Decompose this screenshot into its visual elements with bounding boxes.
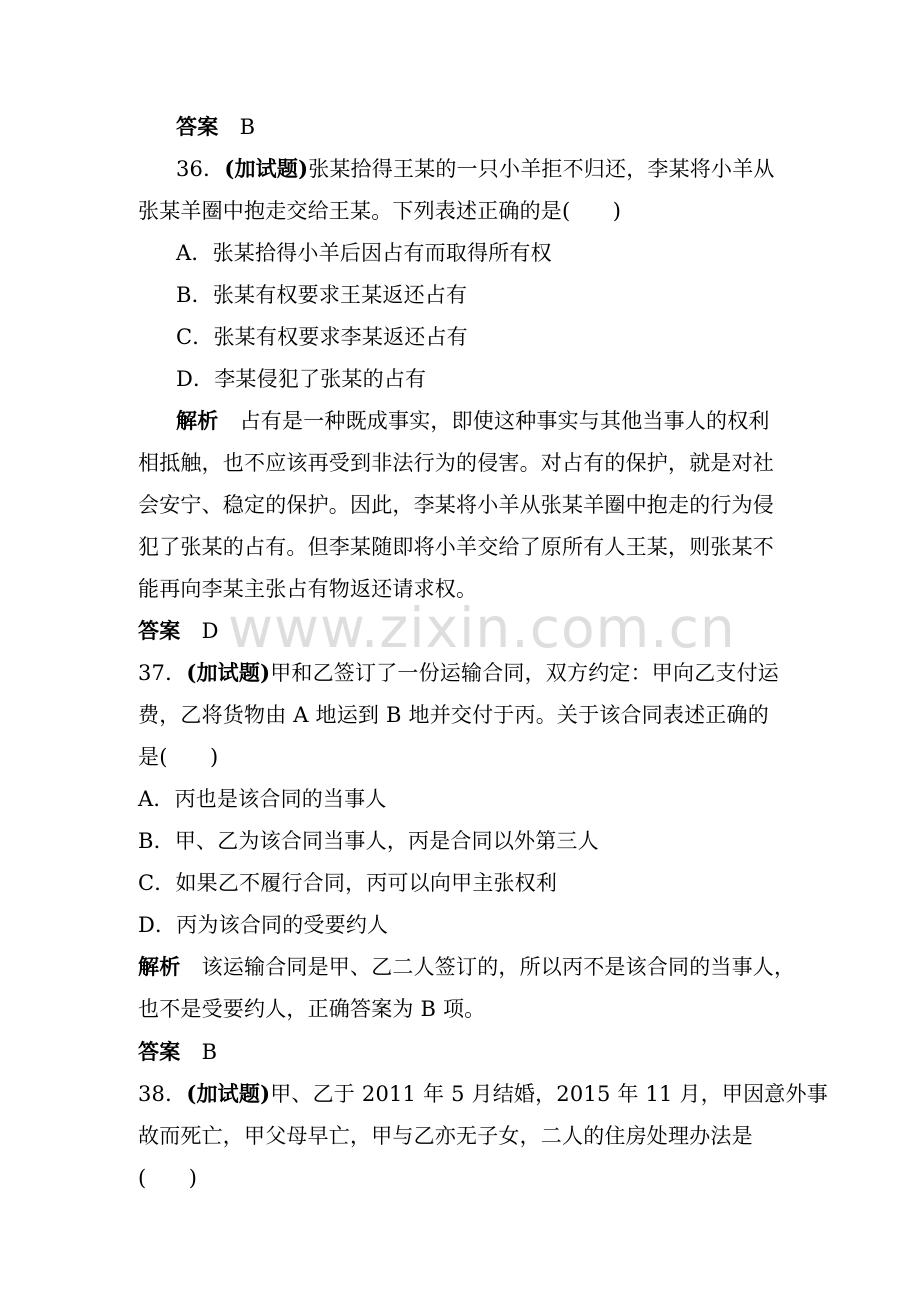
question-number: 38． xyxy=(138,1082,187,1106)
question-36-stem-cont: 张某羊圈中抱走交给王某。下列表述正确的是( ) xyxy=(138,199,622,223)
answer-value: B xyxy=(239,115,256,139)
option-d: D．李某侵犯了张某的占有 xyxy=(176,367,427,391)
option-a: A．张某拾得小羊后因占有而取得所有权 xyxy=(176,241,552,265)
option-b: B．甲、乙为该合同当事人，丙是合同以外第三人 xyxy=(138,829,599,853)
question-tag: (加试题) xyxy=(186,1081,271,1106)
option-d: D．丙为该合同的受要约人 xyxy=(138,913,389,937)
analysis-36 xyxy=(176,400,770,442)
answer-label: 答案 xyxy=(176,114,219,139)
analysis-text: 会安宁、稳定的保护。因此，李某将小羊从张某羊圈中抱走的行为侵 xyxy=(138,493,774,517)
answer-label: 答案 xyxy=(138,618,181,643)
question-36-stem xyxy=(176,148,775,190)
analysis-label: 解析 xyxy=(138,954,181,979)
analysis-label: 解析 xyxy=(176,408,219,433)
question-text: 张某拾得王某的一只小羊拒不归还，李某将小羊从 xyxy=(308,157,775,181)
question-38-stem xyxy=(138,1073,828,1115)
analysis-text: 该运输合同是甲、乙二人签订的，所以丙不是该合同的当事人， xyxy=(201,955,796,979)
analysis-text: 相抵触，也不应该再受到非法行为的侵害。对占有的保护，就是对社 xyxy=(138,451,774,475)
option-b: B．张某有权要求王某返还占有 xyxy=(176,283,468,307)
watermark: www.zixin.com.cn xyxy=(228,596,736,660)
analysis-text: 犯了张某的占有。但李某随即将小羊交给了原所有人王某，则张某不 xyxy=(138,535,774,559)
answer-37 xyxy=(138,1031,217,1073)
question-number: 36． xyxy=(176,157,225,181)
answer-36 xyxy=(138,610,219,652)
question-tag: (加试题) xyxy=(186,660,271,685)
question-37-stem-cont: 是( ) xyxy=(138,745,219,769)
question-text: 甲、乙于 2011 年 5 月结婚，2015 年 11 月，甲因意外事 xyxy=(270,1082,828,1106)
option-c: C．如果乙不履行合同，丙可以向甲主张权利 xyxy=(138,871,558,895)
analysis-text: 也不是受要约人，正确答案为 B 项。 xyxy=(138,997,486,1021)
question-text: 甲和乙签订了一份运输合同，双方约定：甲向乙支付运 xyxy=(270,661,780,685)
analysis-37 xyxy=(138,946,795,988)
option-a: A．丙也是该合同的当事人 xyxy=(138,787,387,811)
question-38-stem-cont: 故而死亡，甲父母早亡，甲与乙亦无子女，二人的住房处理办法是 xyxy=(138,1124,753,1148)
answer-value: B xyxy=(201,1040,218,1064)
question-tag: (加试题) xyxy=(224,156,309,181)
question-37-stem-cont: 费，乙将货物由 A 地运到 B 地并交付于丙。关于该合同表述正确的 xyxy=(138,703,769,727)
answer-value: D xyxy=(201,619,219,643)
question-number: 37． xyxy=(138,661,187,685)
option-c: C．张某有权要求李某返还占有 xyxy=(176,325,468,349)
analysis-text: 能再向李某主张占有物返还请求权。 xyxy=(138,577,478,601)
analysis-text: 占有是一种既成事实，即使这种事实与其他当事人的权利 xyxy=(239,409,770,433)
answer-35 xyxy=(176,106,255,148)
answer-label: 答案 xyxy=(138,1039,181,1064)
question-37-stem xyxy=(138,652,779,694)
question-38-stem-cont: ( ) xyxy=(138,1166,198,1190)
